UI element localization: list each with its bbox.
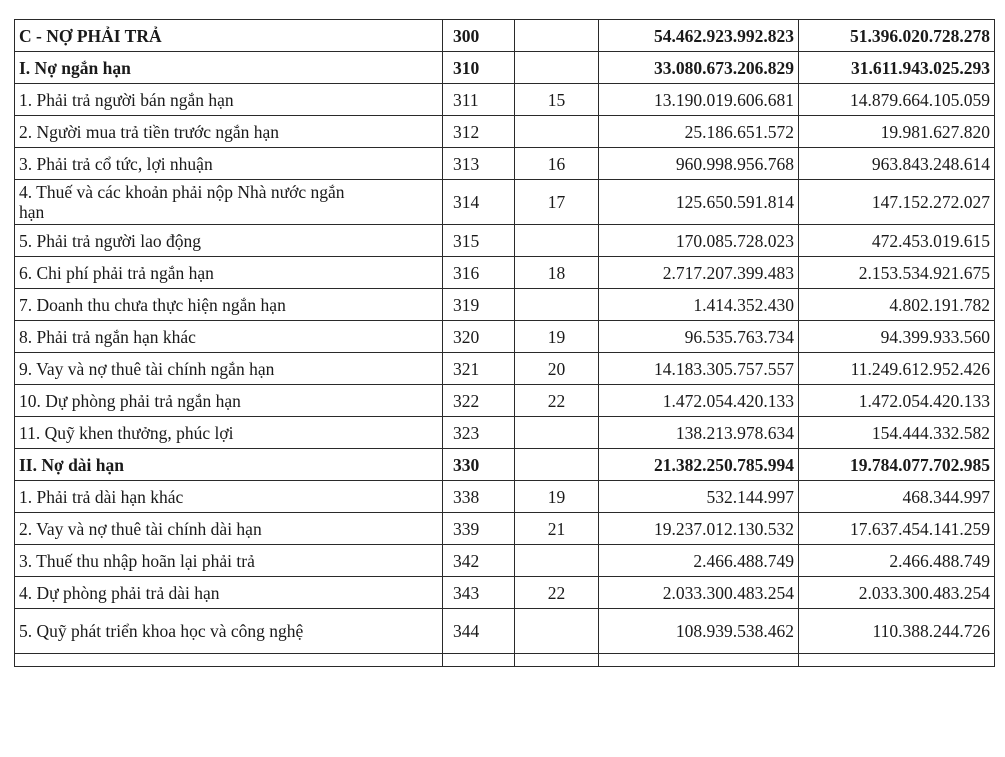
item-note — [515, 417, 599, 449]
item-code: 330 — [443, 449, 515, 481]
table-row — [15, 417, 995, 449]
item-note: 19 — [515, 481, 599, 513]
item-value-previous: 154.444.332.582 — [799, 417, 995, 449]
table-row — [15, 257, 995, 289]
item-value-current: 25.186.651.572 — [599, 116, 799, 148]
item-note: 15 — [515, 84, 599, 116]
table-row — [15, 513, 995, 545]
item-code: 310 — [443, 52, 515, 84]
item-value-previous: 468.344.997 — [799, 481, 995, 513]
item-value-current: 33.080.673.206.829 — [599, 52, 799, 84]
item-name: 6. Chi phí phải trả ngắn hạn — [15, 257, 443, 289]
item-note — [515, 609, 599, 654]
item-value-previous: 147.152.272.027 — [799, 180, 995, 225]
item-value-previous: 19.981.627.820 — [799, 116, 995, 148]
table-row — [15, 321, 995, 353]
item-value-previous: 110.388.244.726 — [799, 609, 995, 654]
item-note — [515, 545, 599, 577]
item-name-line-2: hạn — [19, 202, 45, 222]
item-value-previous: 19.784.077.702.985 — [799, 449, 995, 481]
item-note — [515, 116, 599, 148]
item-note: 22 — [515, 577, 599, 609]
item-name: 8. Phải trả ngắn hạn khác — [15, 321, 443, 353]
table-row — [15, 84, 995, 116]
table-row — [15, 116, 995, 148]
item-code: 300 — [443, 20, 515, 52]
table-row — [15, 353, 995, 385]
item-code: 339 — [443, 513, 515, 545]
item-value-current: 138.213.978.634 — [599, 417, 799, 449]
item-value-previous: 1.472.054.420.133 — [799, 385, 995, 417]
item-value-current: 960.998.956.768 — [599, 148, 799, 180]
item-note — [515, 289, 599, 321]
item-code: 343 — [443, 577, 515, 609]
item-value-previous: 4.802.191.782 — [799, 289, 995, 321]
item-name: 4. Dự phòng phải trả dài hạn — [15, 577, 443, 609]
table-row — [15, 180, 995, 225]
item-value-previous: 94.399.933.560 — [799, 321, 995, 353]
item-value-current: 14.183.305.757.557 — [599, 353, 799, 385]
item-name: 3. Thuế thu nhập hoãn lại phải trả — [15, 545, 443, 577]
item-code: 322 — [443, 385, 515, 417]
item-value-previous: 2.466.488.749 — [799, 545, 995, 577]
item-name: 1. Phải trả dài hạn khác — [15, 481, 443, 513]
item-name: I. Nợ ngắn hạn — [15, 52, 443, 84]
item-value-previous: 31.611.943.025.293 — [799, 52, 995, 84]
item-note: 17 — [515, 180, 599, 225]
item-note: 18 — [515, 257, 599, 289]
item-name: 2. Vay và nợ thuê tài chính dài hạn — [15, 513, 443, 545]
table-row — [15, 52, 995, 84]
item-name — [15, 180, 443, 225]
item-note — [515, 52, 599, 84]
table-row — [15, 449, 995, 481]
item-code: 323 — [443, 417, 515, 449]
item-name: 10. Dự phòng phải trả ngắn hạn — [15, 385, 443, 417]
item-value-previous: 11.249.612.952.426 — [799, 353, 995, 385]
item-value-current: 54.462.923.992.823 — [599, 20, 799, 52]
table-row — [15, 289, 995, 321]
item-code: 338 — [443, 481, 515, 513]
item-name: 3. Phải trả cổ tức, lợi nhuận — [15, 148, 443, 180]
item-note: 21 — [515, 513, 599, 545]
item-value-previous: 17.637.454.141.259 — [799, 513, 995, 545]
item-code: 319 — [443, 289, 515, 321]
table-row — [15, 609, 995, 654]
item-note: 16 — [515, 148, 599, 180]
table-row — [15, 481, 995, 513]
item-value-current: 96.535.763.734 — [599, 321, 799, 353]
item-code: 311 — [443, 84, 515, 116]
item-value-previous: 2.153.534.921.675 — [799, 257, 995, 289]
item-code: 313 — [443, 148, 515, 180]
item-name: 5. Phải trả người lao động — [15, 225, 443, 257]
item-code: 321 — [443, 353, 515, 385]
item-code: 316 — [443, 257, 515, 289]
item-code: 344 — [443, 609, 515, 654]
item-note — [515, 449, 599, 481]
item-note: 20 — [515, 353, 599, 385]
item-value-current: 19.237.012.130.532 — [599, 513, 799, 545]
item-value-current: 1.414.352.430 — [599, 289, 799, 321]
table-row-cut-off — [15, 654, 995, 667]
item-note: 19 — [515, 321, 599, 353]
item-value-current: 13.190.019.606.681 — [599, 84, 799, 116]
table-row — [15, 577, 995, 609]
table-row — [15, 225, 995, 257]
item-value-previous: 2.033.300.483.254 — [799, 577, 995, 609]
item-value-current: 170.085.728.023 — [599, 225, 799, 257]
item-name-line-1: 4. Thuế và các khoản phải nộp Nhà nước ngắn — [19, 182, 345, 202]
table-row — [15, 385, 995, 417]
item-value-current: 2.717.207.399.483 — [599, 257, 799, 289]
item-code: 314 — [443, 180, 515, 225]
item-value-previous: 14.879.664.105.059 — [799, 84, 995, 116]
item-name: 5. Quỹ phát triển khoa học và công nghệ — [15, 609, 443, 654]
item-value-previous: 472.453.019.615 — [799, 225, 995, 257]
balance-sheet-page — [14, 19, 994, 667]
item-name: C - NỢ PHẢI TRẢ — [15, 20, 443, 52]
item-value-current: 108.939.538.462 — [599, 609, 799, 654]
item-value-current: 125.650.591.814 — [599, 180, 799, 225]
item-value-current: 2.033.300.483.254 — [599, 577, 799, 609]
item-name: 2. Người mua trả tiền trước ngắn hạn — [15, 116, 443, 148]
item-name: 9. Vay và nợ thuê tài chính ngắn hạn — [15, 353, 443, 385]
item-note: 22 — [515, 385, 599, 417]
item-code: 312 — [443, 116, 515, 148]
item-name: 7. Doanh thu chưa thực hiện ngắn hạn — [15, 289, 443, 321]
item-note — [515, 225, 599, 257]
item-code: 315 — [443, 225, 515, 257]
item-value-current: 2.466.488.749 — [599, 545, 799, 577]
item-name: II. Nợ dài hạn — [15, 449, 443, 481]
item-value-previous: 963.843.248.614 — [799, 148, 995, 180]
item-value-current: 21.382.250.785.994 — [599, 449, 799, 481]
item-value-current: 1.472.054.420.133 — [599, 385, 799, 417]
table-row — [15, 20, 995, 52]
item-value-current: 532.144.997 — [599, 481, 799, 513]
item-note — [515, 20, 599, 52]
item-code: 342 — [443, 545, 515, 577]
table-row — [15, 545, 995, 577]
item-value-previous: 51.396.020.728.278 — [799, 20, 995, 52]
item-code: 320 — [443, 321, 515, 353]
item-name: 11. Quỹ khen thưởng, phúc lợi — [15, 417, 443, 449]
liabilities-table — [14, 19, 995, 667]
item-name: 1. Phải trả người bán ngắn hạn — [15, 84, 443, 116]
table-row — [15, 148, 995, 180]
